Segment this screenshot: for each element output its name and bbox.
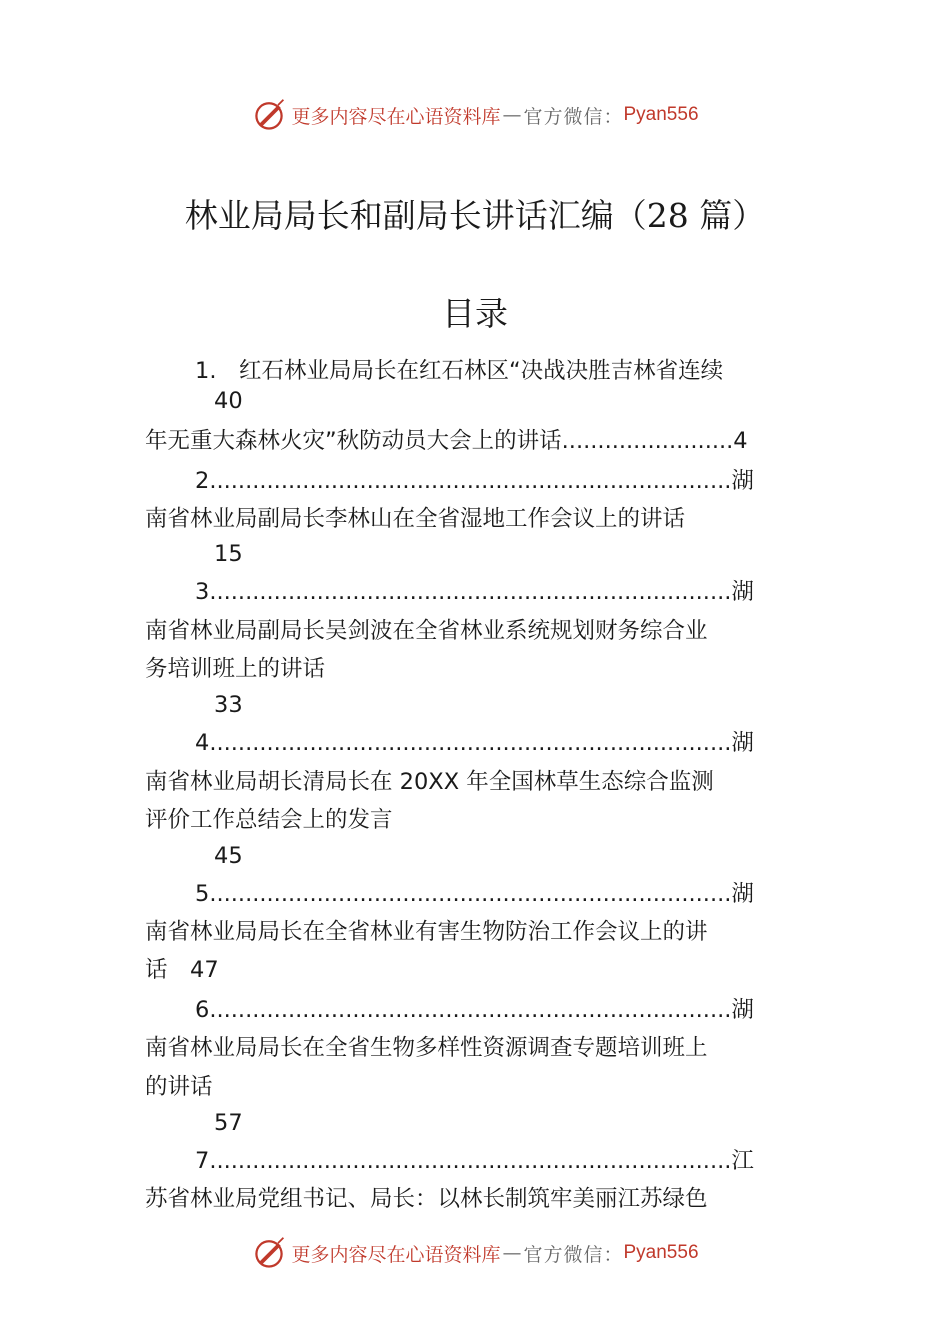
toc-line-text: 苏省林业局党组书记、局长：以林长制筑牢美丽江苏绿色 [145,1186,708,1212]
toc-line-4: 4.........................................................................湖 [195,730,754,756]
toc-line-text: 南省林业局副局长李林山在全省湿地工作会议上的讲话 [145,506,686,532]
toc-line-6: 6.........................................................................湖 [195,997,754,1023]
toc-line-text: 话 47 [145,957,219,983]
document-title: 林业局局长和副局长讲话汇编（28 篇） [184,196,766,235]
toc-line-page: 45 [214,843,243,869]
toc-line-page: 57 [214,1110,243,1136]
footer-banner [0,1233,950,1273]
toc-line-text: 的讲话 [145,1074,213,1100]
toc-heading: 目录 [442,294,508,333]
toc-line-3: 3.........................................................................湖 [195,579,754,605]
toc-line-7: 7.........................................................................江 [195,1148,754,1174]
banner-handle: Pyan556 [623,104,699,125]
toc-line-page: 40 [214,388,243,414]
pen-logo-icon [251,1235,287,1271]
header-banner [0,95,950,135]
toc-line-page: 15 [214,541,243,567]
toc-line-5: 5.........................................................................湖 [195,881,754,907]
toc-line-2: 2.........................................................................湖 [195,468,754,494]
toc-line-text: 南省林业局副局长吴剑波在全省林业系统规划财务综合业 [145,618,708,644]
toc-line-page: 33 [214,692,243,718]
banner-label: 官方微信： [523,1243,624,1266]
pen-logo-icon [251,97,287,133]
toc-line-text: 南省林业局局长在全省林业有害生物防治工作会议上的讲 [145,919,708,945]
toc-line-text: 务培训班上的讲话 [145,656,326,682]
toc-line-1: 1. 红石林业局局长在红石林区“决战决胜吉林省连续 [195,358,724,384]
toc-line-text: 评价工作总结会上的发言 [145,807,393,833]
banner-handle: Pyan556 [623,1242,699,1263]
banner-text: 更多内容尽在心语资料库 [291,105,501,128]
banner-label: 官方微信： [523,105,624,128]
toc-line-text: 年无重大森林火灾”秋防动员大会上的讲话........................4 [145,428,748,454]
banner-text: 更多内容尽在心语资料库 [291,1243,501,1266]
banner-dash: — [502,1242,522,1264]
toc-line-text: 南省林业局胡长清局长在 20XX 年全国林草生态综合监测 [145,769,714,795]
banner-dash: — [502,104,522,126]
toc-line-text: 南省林业局局长在全省生物多样性资源调查专题培训班上 [145,1035,708,1061]
